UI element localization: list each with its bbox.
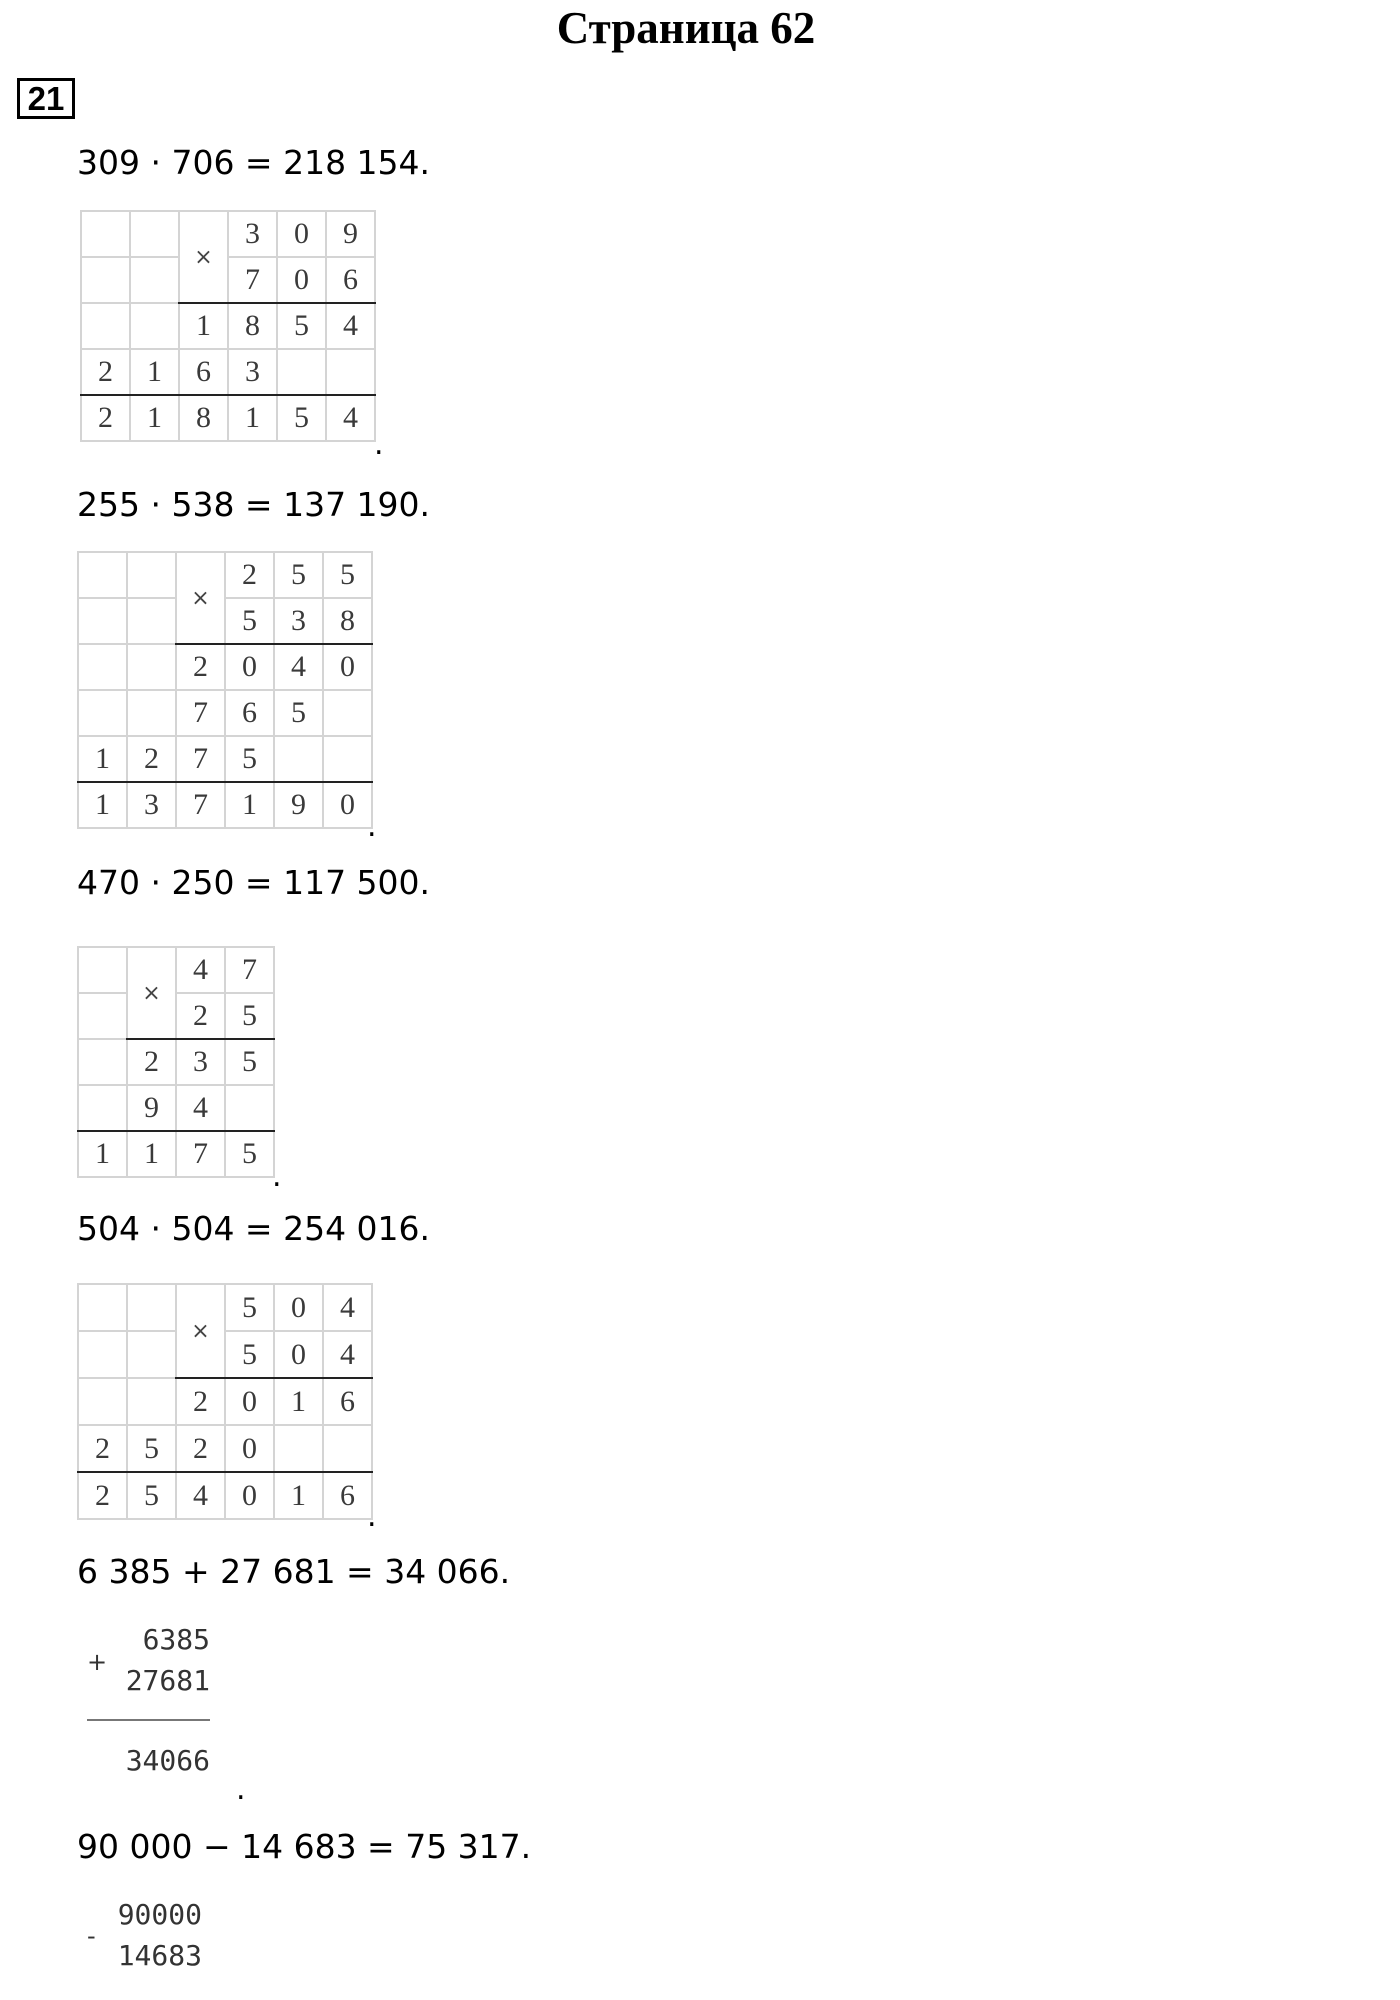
digit-cell — [225, 1085, 274, 1131]
digit-cell: 5 — [225, 598, 274, 644]
digit-cell — [78, 1039, 127, 1085]
digit-cell — [130, 211, 179, 257]
digit-cell — [81, 257, 130, 303]
digit-cell: 0 — [277, 211, 326, 257]
digit-cell — [127, 690, 176, 736]
grid-row — [78, 782, 372, 828]
digit-cell: 6 — [323, 1472, 372, 1519]
grid-row — [81, 211, 375, 257]
period-mark: . — [367, 1499, 377, 1534]
digit-cell — [81, 303, 130, 349]
digit-cell: 1 — [78, 1131, 127, 1177]
digit-cell: 5 — [225, 1039, 274, 1085]
digit-cell: 7 — [176, 690, 225, 736]
digit-cell: 1 — [228, 395, 277, 441]
minus-sign: - — [87, 1922, 96, 1950]
equation-4: 504 · 504 = 254 016. — [77, 1209, 431, 1248]
subtrahend: 14683 — [117, 1939, 202, 1972]
grid-row — [78, 1284, 372, 1331]
digit-cell: 4 — [176, 1085, 225, 1131]
digit-cell: 1 — [78, 782, 127, 828]
grid-row — [78, 947, 274, 993]
grid-row — [78, 1331, 372, 1378]
digit-cell: 4 — [176, 1472, 225, 1519]
grid-row — [81, 349, 375, 395]
digit-cell: 1 — [274, 1472, 323, 1519]
digit-cell: 5 — [274, 690, 323, 736]
grid-row — [78, 1085, 274, 1131]
digit-cell: 9 — [326, 211, 375, 257]
digit-cell — [130, 303, 179, 349]
digit-cell: 5 — [277, 303, 326, 349]
digit-cell: 0 — [225, 644, 274, 690]
digit-cell: 0 — [225, 1378, 274, 1425]
grid-row — [78, 736, 372, 782]
digit-cell: 3 — [127, 782, 176, 828]
plus-sign: + — [87, 1648, 108, 1676]
digit-cell — [78, 598, 127, 644]
digit-cell — [78, 1284, 127, 1331]
digit-cell — [277, 349, 326, 395]
grid-row — [78, 1472, 372, 1519]
digit-cell: 6 — [323, 1378, 372, 1425]
digit-cell: 3 — [228, 211, 277, 257]
digit-cell: 3 — [176, 1039, 225, 1085]
grid-row — [81, 395, 375, 441]
grid-row — [78, 1378, 372, 1425]
digit-cell: 2 — [176, 1378, 225, 1425]
digit-cell: 1 — [225, 782, 274, 828]
period-mark: . — [374, 427, 384, 462]
digit-cell — [323, 690, 372, 736]
digit-cell — [127, 598, 176, 644]
grid-row — [78, 690, 372, 736]
digit-cell: 1 — [274, 1378, 323, 1425]
digit-cell: 0 — [323, 644, 372, 690]
digit-cell: 3 — [228, 349, 277, 395]
digit-cell: 0 — [274, 1284, 323, 1331]
multiply-sign: × — [127, 947, 176, 1039]
digit-cell: 7 — [228, 257, 277, 303]
digit-cell: 4 — [274, 644, 323, 690]
grid-row — [78, 644, 372, 690]
digit-cell: 1 — [78, 736, 127, 782]
digit-cell: 2 — [176, 993, 225, 1039]
digit-cell — [323, 1425, 372, 1472]
digit-cell — [323, 736, 372, 782]
digit-cell: 5 — [127, 1472, 176, 1519]
digit-cell — [274, 1425, 323, 1472]
digit-cell: 5 — [274, 552, 323, 598]
digit-cell: 4 — [176, 947, 225, 993]
digit-cell: 2 — [176, 644, 225, 690]
digit-cell — [78, 1085, 127, 1131]
digit-cell: 1 — [130, 395, 179, 441]
grid-row — [78, 1039, 274, 1085]
equation-6: 90 000 − 14 683 = 75 317. — [77, 1827, 532, 1866]
digit-cell: 4 — [326, 395, 375, 441]
digit-cell — [78, 1378, 127, 1425]
period-mark: . — [272, 1159, 282, 1194]
equation-5: 6 385 + 27 681 = 34 066. — [77, 1552, 511, 1591]
multiplication-grid-2 — [77, 551, 373, 829]
digit-cell: 5 — [225, 993, 274, 1039]
equation-2: 255 · 538 = 137 190. — [77, 485, 431, 524]
period-mark: . — [236, 1772, 246, 1807]
grid-row — [78, 552, 372, 598]
page-title: Страница 62 — [556, 3, 816, 53]
digit-cell: 0 — [274, 1331, 323, 1378]
digit-cell: 7 — [176, 1131, 225, 1177]
period-mark: . — [367, 809, 377, 844]
grid-row — [81, 257, 375, 303]
digit-cell: 7 — [176, 736, 225, 782]
digit-cell: 2 — [176, 1425, 225, 1472]
digit-cell — [78, 690, 127, 736]
task-number-badge: 21 — [17, 78, 75, 119]
grid-row — [78, 993, 274, 1039]
digit-cell: 5 — [225, 736, 274, 782]
digit-cell — [78, 947, 127, 993]
digit-cell: 1 — [127, 1131, 176, 1177]
addend-1: 6385 — [142, 1623, 210, 1656]
digit-cell: 9 — [274, 782, 323, 828]
digit-cell: 6 — [225, 690, 274, 736]
multiplication-grid-4 — [77, 1283, 373, 1520]
multiply-sign: × — [176, 1284, 225, 1378]
digit-cell: 5 — [127, 1425, 176, 1472]
multiply-sign: × — [176, 552, 225, 644]
digit-cell — [127, 1331, 176, 1378]
sum-result: 34066 — [125, 1744, 210, 1777]
digit-cell: 1 — [179, 303, 228, 349]
digit-cell — [81, 211, 130, 257]
digit-cell: 5 — [225, 1331, 274, 1378]
digit-cell: 6 — [326, 257, 375, 303]
multiplication-grid-3 — [77, 946, 275, 1178]
digit-cell: 2 — [81, 349, 130, 395]
digit-cell — [127, 1284, 176, 1331]
digit-cell — [127, 644, 176, 690]
digit-cell: 5 — [277, 395, 326, 441]
grid-row — [78, 598, 372, 644]
digit-cell: 2 — [81, 395, 130, 441]
digit-cell: 7 — [176, 782, 225, 828]
digit-cell: 3 — [274, 598, 323, 644]
digit-cell: 4 — [323, 1284, 372, 1331]
grid-row — [78, 1131, 274, 1177]
digit-cell: 7 — [225, 947, 274, 993]
digit-cell: 0 — [225, 1425, 274, 1472]
digit-cell: 5 — [225, 1284, 274, 1331]
multiplication-grid-1 — [80, 210, 376, 442]
digit-cell: 8 — [228, 303, 277, 349]
digit-cell: 0 — [277, 257, 326, 303]
minuend: 90000 — [117, 1898, 202, 1931]
digit-cell — [130, 257, 179, 303]
digit-cell: 2 — [127, 1039, 176, 1085]
digit-cell: 6 — [179, 349, 228, 395]
digit-cell — [326, 349, 375, 395]
digit-cell: 0 — [225, 1472, 274, 1519]
digit-cell — [274, 736, 323, 782]
digit-cell — [127, 1378, 176, 1425]
digit-cell — [78, 552, 127, 598]
digit-cell: 2 — [78, 1472, 127, 1519]
digit-cell: 5 — [225, 1131, 274, 1177]
digit-cell — [127, 552, 176, 598]
digit-cell: 2 — [78, 1425, 127, 1472]
digit-cell: 2 — [127, 736, 176, 782]
grid-row — [81, 303, 375, 349]
digit-cell: 2 — [225, 552, 274, 598]
digit-cell: 4 — [326, 303, 375, 349]
equation-1: 309 · 706 = 218 154. — [77, 143, 431, 182]
digit-cell: 8 — [179, 395, 228, 441]
addend-2: 27681 — [125, 1664, 210, 1697]
digit-cell: 8 — [323, 598, 372, 644]
digit-cell — [78, 993, 127, 1039]
digit-cell — [78, 644, 127, 690]
digit-cell: 1 — [130, 349, 179, 395]
equation-3: 470 · 250 = 117 500. — [77, 863, 431, 902]
multiply-sign: × — [179, 211, 228, 303]
digit-cell: 5 — [323, 552, 372, 598]
sum-line — [87, 1719, 210, 1721]
digit-cell — [78, 1331, 127, 1378]
grid-row — [78, 1425, 372, 1472]
digit-cell: 9 — [127, 1085, 176, 1131]
digit-cell: 0 — [323, 782, 372, 828]
digit-cell: 4 — [323, 1331, 372, 1378]
